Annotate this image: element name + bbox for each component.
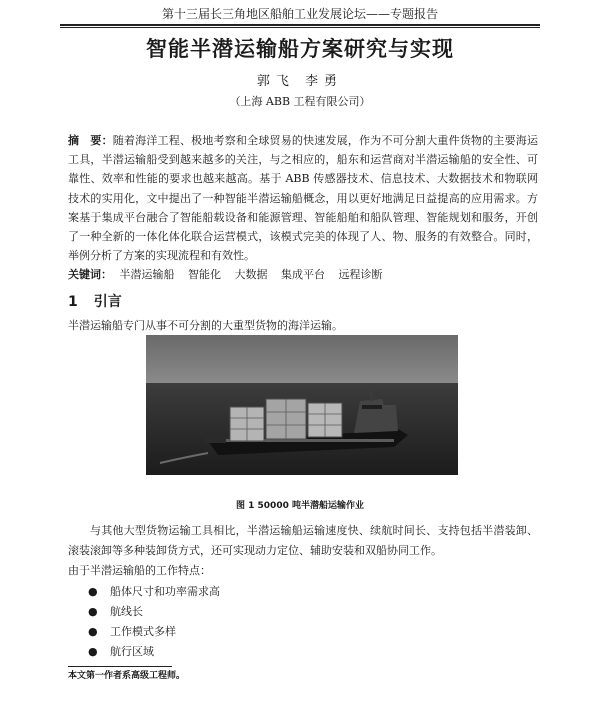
list-item bbox=[88, 584, 528, 604]
header-rule-thin bbox=[60, 27, 540, 28]
list-item-text: 航线长 bbox=[110, 605, 143, 618]
body-paragraph: 由于半潜运输船的工作特点： bbox=[68, 564, 211, 577]
keyword: 智能化 bbox=[188, 268, 221, 281]
keyword: 远程诊断 bbox=[338, 268, 383, 281]
list-item bbox=[88, 624, 528, 644]
footnote: 本文第一作者系高级工程师。 bbox=[68, 671, 186, 681]
photo-sky bbox=[146, 335, 458, 383]
list-item bbox=[88, 644, 528, 664]
keyword: 集成平台 bbox=[281, 268, 325, 281]
figure-caption: 图 1 50000 吨半潜船运输作业 bbox=[236, 501, 364, 511]
affiliation: （上海 ABB 工程有限公司） bbox=[229, 95, 371, 108]
bullet-icon: ● bbox=[88, 605, 98, 618]
list-item-text: 船体尺寸和功率需求高 bbox=[110, 585, 220, 598]
section-title: 引言 bbox=[93, 294, 122, 310]
feature-list bbox=[88, 584, 528, 664]
figure-ship-photo bbox=[146, 335, 458, 475]
abstract-text: 随着海洋工程、极地考察和全球贸易的快速发展，作为不可分割大重件货物的主要海运工具，半潜运输船受到越来越多的关注，与之相应的，船东和运营商对半潜运输船的安全性、可靠性、效率和性能的要求也越来越高。基于 ABB 传感器技术、信息技术、大数据技术和物联网技术的实用化，文中提出了一种智能半潜运输船概念，用以更好地满足日益提高的应用需求。方案基于集成平台融合了智能船载设备和能源管理、智能船舶和船队管理、智能规划和服务，开创了一种全新的一体化体化联合运营模式，该模式完美的体现了人、物、服务的有效整合。同时，举例分析了方案的实现流程和有效性。 bbox=[68, 134, 538, 263]
abstract-label: 摘 要： bbox=[68, 134, 113, 147]
bullet-icon: ● bbox=[88, 585, 98, 598]
ship-stern bbox=[206, 433, 226, 443]
abstract bbox=[68, 131, 538, 265]
section-heading bbox=[68, 292, 122, 312]
bullet-icon: ● bbox=[88, 645, 98, 658]
paper-title: 智能半潜运输船方案研究与实现 bbox=[146, 37, 454, 61]
keyword: 大数据 bbox=[234, 268, 268, 281]
body-paragraph: 与其他大型货物运输工具相比，半潜运输船运输速度快、续航时间长、支持包括半潜装卸、滚装滚卸等多种装卸货方式，还可实现动力定位、辅助安装和双船协同工作。 bbox=[68, 524, 538, 557]
ship-mast bbox=[370, 385, 373, 401]
list-item bbox=[88, 604, 528, 624]
running-header: 第十三届长三角地区船舶工业发展论坛——专题报告 bbox=[161, 7, 438, 21]
keywords bbox=[68, 267, 538, 283]
footnote-rule bbox=[68, 666, 172, 667]
bullet-icon: ● bbox=[88, 625, 98, 638]
keywords-label: 关键词： bbox=[68, 268, 112, 281]
authors: 郭飞 李勇 bbox=[256, 74, 344, 89]
keyword: 半潜运输船 bbox=[119, 268, 175, 281]
ship-bridge-windows bbox=[362, 405, 382, 409]
section-number: 1 bbox=[68, 294, 78, 310]
list-item-text: 工作模式多样 bbox=[110, 625, 176, 638]
header-rule bbox=[60, 24, 540, 26]
intro-paragraph: 半潜运输船专门从事不可分割的大重型货物的海洋运输。 bbox=[68, 319, 343, 332]
list-item-text: 航行区域 bbox=[110, 645, 154, 658]
